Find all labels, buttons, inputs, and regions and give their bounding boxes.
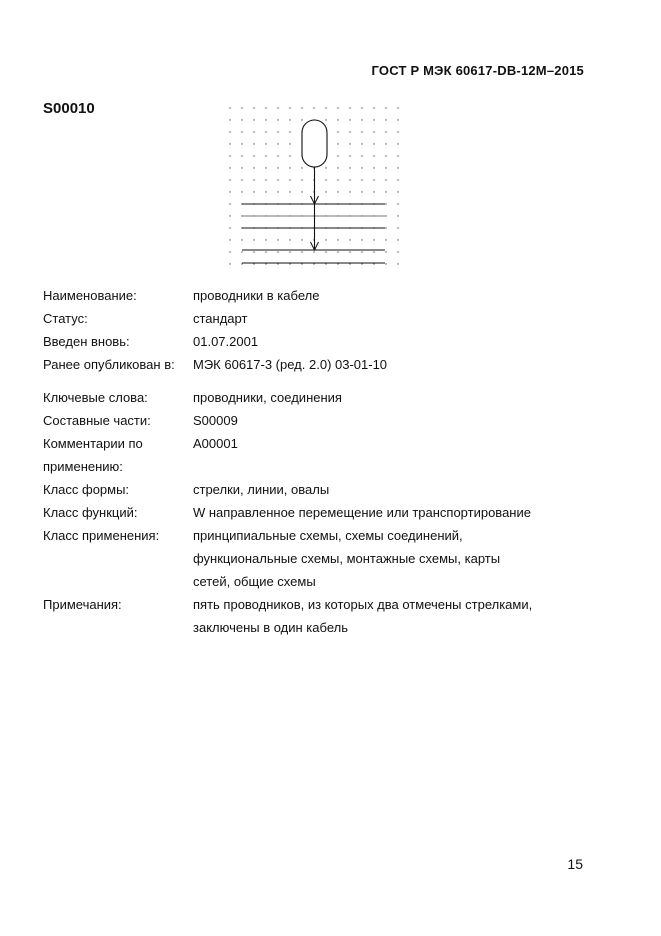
grid-dot bbox=[265, 131, 266, 132]
grid-dot bbox=[301, 119, 302, 120]
symbol-id: S00010 bbox=[43, 100, 95, 117]
grid-dot bbox=[241, 119, 242, 120]
symbol-diagram bbox=[222, 102, 402, 277]
grid-dot bbox=[385, 263, 386, 264]
grid-dot bbox=[289, 143, 290, 144]
parts-value: S00009 bbox=[193, 413, 238, 428]
grid-dot bbox=[277, 191, 278, 192]
grid-dot bbox=[361, 119, 362, 120]
keywords-label: Ключевые слова: bbox=[43, 390, 148, 405]
grid-dot bbox=[289, 107, 290, 108]
grid-dot bbox=[265, 119, 266, 120]
grid-dot bbox=[361, 167, 362, 168]
grid-dot bbox=[241, 107, 242, 108]
grid-dot bbox=[229, 179, 230, 180]
grid-dot bbox=[349, 143, 350, 144]
grid-dot bbox=[253, 239, 254, 240]
grid-dot bbox=[337, 155, 338, 156]
grid-dot bbox=[373, 179, 374, 180]
grid-dot bbox=[241, 251, 242, 252]
grid-dot bbox=[265, 251, 266, 252]
grid-dot bbox=[325, 191, 326, 192]
grid-dot bbox=[373, 131, 374, 132]
grid-dot bbox=[229, 107, 230, 108]
document-header: ГОСТ Р МЭК 60617-DB-12M–2015 bbox=[371, 63, 584, 78]
grid-dot bbox=[385, 191, 386, 192]
grid-dot bbox=[253, 131, 254, 132]
grid-dot bbox=[265, 107, 266, 108]
grid-dot bbox=[277, 131, 278, 132]
application-class-line-2: функциональные схемы, монтажные схемы, карты bbox=[193, 551, 501, 566]
grid-dot bbox=[337, 179, 338, 180]
application-class-value bbox=[193, 524, 603, 593]
grid-dot bbox=[289, 179, 290, 180]
row-name bbox=[43, 284, 603, 307]
grid-dot bbox=[373, 107, 374, 108]
grid-dot bbox=[349, 107, 350, 108]
grid-dot bbox=[337, 107, 338, 108]
comments-label bbox=[43, 432, 193, 478]
grid-dot bbox=[361, 131, 362, 132]
attribute-table bbox=[43, 284, 603, 639]
grid-dot bbox=[277, 179, 278, 180]
grid-dot bbox=[373, 167, 374, 168]
grid-dot bbox=[385, 131, 386, 132]
grid-dot bbox=[277, 167, 278, 168]
keywords-value: проводники, соединения bbox=[193, 390, 342, 405]
grid-dot bbox=[253, 179, 254, 180]
grid-dot bbox=[253, 191, 254, 192]
grid-dot bbox=[241, 167, 242, 168]
grid-dot bbox=[397, 167, 398, 168]
comments-label-line-2: применению: bbox=[43, 459, 123, 474]
row-function-class bbox=[43, 501, 603, 524]
grid-dot bbox=[385, 167, 386, 168]
name-label: Наименование: bbox=[43, 288, 137, 303]
grid-dot bbox=[373, 119, 374, 120]
grid-dot bbox=[349, 167, 350, 168]
section-gap bbox=[43, 376, 603, 386]
grid-dot bbox=[361, 251, 362, 252]
grid-dot bbox=[265, 191, 266, 192]
grid-dot bbox=[385, 119, 386, 120]
notes-line-1: пять проводников, из которых два отмечены стрелками, bbox=[193, 597, 533, 612]
grid-dot bbox=[325, 167, 326, 168]
grid-dot bbox=[241, 191, 242, 192]
grid-dot bbox=[277, 107, 278, 108]
grid-dot bbox=[385, 215, 386, 216]
grid-dot bbox=[301, 239, 302, 240]
grid-dot bbox=[241, 179, 242, 180]
grid-dot bbox=[301, 179, 302, 180]
row-shape-class bbox=[43, 478, 603, 501]
grid-dot bbox=[373, 155, 374, 156]
grid-dot bbox=[253, 155, 254, 156]
grid-dot bbox=[277, 155, 278, 156]
grid-dot bbox=[289, 251, 290, 252]
grid-dot bbox=[361, 155, 362, 156]
grid-dot bbox=[397, 143, 398, 144]
grid-dot bbox=[325, 107, 326, 108]
grid-dot bbox=[385, 239, 386, 240]
row-notes bbox=[43, 593, 603, 639]
grid-dot bbox=[241, 143, 242, 144]
grid-dot bbox=[373, 191, 374, 192]
oval-shape bbox=[302, 120, 327, 167]
grid-dot bbox=[265, 239, 266, 240]
grid-dot bbox=[361, 143, 362, 144]
grid-dot bbox=[397, 263, 398, 264]
grid-dot bbox=[229, 131, 230, 132]
grid-dot bbox=[337, 119, 338, 120]
comments-label-line-1: Комментарии по bbox=[43, 436, 143, 451]
introduced-value: 01.07.2001 bbox=[193, 334, 259, 349]
shape-class-label: Класс формы: bbox=[43, 482, 130, 497]
grid-dot bbox=[277, 119, 278, 120]
published-value: МЭК 60617-3 (ред. 2.0) 03-01-10 bbox=[193, 357, 388, 372]
grid-dot bbox=[253, 251, 254, 252]
grid-dot bbox=[241, 131, 242, 132]
grid-dot bbox=[229, 227, 230, 228]
grid-dot bbox=[313, 251, 314, 252]
grid-dot bbox=[313, 107, 314, 108]
grid-dot bbox=[253, 167, 254, 168]
grid-dot bbox=[349, 119, 350, 120]
grid-dot bbox=[397, 179, 398, 180]
status-value: стандарт bbox=[193, 311, 248, 326]
notes-label: Примечания: bbox=[43, 597, 122, 612]
grid-dot bbox=[229, 263, 230, 264]
grid-dot bbox=[277, 239, 278, 240]
grid-dot bbox=[289, 167, 290, 168]
grid-dot bbox=[361, 179, 362, 180]
application-class-line-1: принципиальные схемы, схемы соединений, bbox=[193, 528, 463, 543]
grid-dot bbox=[229, 251, 230, 252]
grid-dot bbox=[397, 227, 398, 228]
row-published bbox=[43, 353, 603, 376]
grid-dot bbox=[289, 155, 290, 156]
grid-dot bbox=[397, 155, 398, 156]
grid-dot bbox=[229, 203, 230, 204]
grid-dot bbox=[229, 155, 230, 156]
grid-dot bbox=[385, 107, 386, 108]
name-value: проводники в кабеле bbox=[193, 288, 320, 303]
grid-dot bbox=[385, 155, 386, 156]
grid-dot bbox=[361, 107, 362, 108]
grid-dot bbox=[229, 215, 230, 216]
grid-dot bbox=[397, 131, 398, 132]
grid-dot bbox=[373, 251, 374, 252]
row-keywords bbox=[43, 386, 603, 409]
application-class-line-3: сетей, общие схемы bbox=[193, 574, 316, 589]
grid-dot bbox=[397, 119, 398, 120]
grid-dot bbox=[385, 227, 386, 228]
grid-dot bbox=[397, 203, 398, 204]
grid-dot bbox=[229, 167, 230, 168]
row-application-class bbox=[43, 524, 603, 593]
notes-value bbox=[193, 593, 603, 639]
grid-dot bbox=[253, 107, 254, 108]
grid-dot bbox=[265, 155, 266, 156]
grid-dot bbox=[325, 239, 326, 240]
grid-dot bbox=[337, 251, 338, 252]
page-number: 15 bbox=[567, 856, 583, 872]
grid-dot bbox=[289, 119, 290, 120]
grid-dot bbox=[253, 143, 254, 144]
grid-dot bbox=[301, 107, 302, 108]
grid-dot bbox=[397, 239, 398, 240]
grid-dot bbox=[289, 239, 290, 240]
grid-dot bbox=[349, 131, 350, 132]
grid-dot bbox=[337, 167, 338, 168]
grid-dot bbox=[349, 251, 350, 252]
grid-dot bbox=[229, 143, 230, 144]
status-label: Статус: bbox=[43, 311, 88, 326]
grid-dot bbox=[361, 239, 362, 240]
grid-dot bbox=[325, 251, 326, 252]
grid-dot bbox=[289, 131, 290, 132]
grid-dot bbox=[397, 251, 398, 252]
comments-value: A00001 bbox=[193, 436, 238, 451]
grid-dot bbox=[277, 251, 278, 252]
grid-dot bbox=[265, 179, 266, 180]
grid-dot bbox=[337, 131, 338, 132]
application-class-label: Класс применения: bbox=[43, 528, 160, 543]
grid-dot bbox=[397, 191, 398, 192]
function-class-label: Класс функций: bbox=[43, 505, 138, 520]
row-introduced bbox=[43, 330, 603, 353]
shape-class-value: стрелки, линии, овалы bbox=[193, 482, 330, 497]
grid-dot bbox=[385, 179, 386, 180]
function-class-value: W направленное перемещение или транспортирование bbox=[193, 505, 531, 520]
published-label: Ранее опубликован в: bbox=[43, 357, 175, 372]
row-status bbox=[43, 307, 603, 330]
grid-dot bbox=[349, 191, 350, 192]
grid-dot bbox=[229, 119, 230, 120]
parts-label: Составные части: bbox=[43, 413, 151, 428]
grid-dot bbox=[349, 239, 350, 240]
row-comments bbox=[43, 432, 603, 478]
grid-dot bbox=[265, 143, 266, 144]
grid-dot bbox=[301, 191, 302, 192]
grid-dot bbox=[277, 143, 278, 144]
row-parts bbox=[43, 409, 603, 432]
grid-dot bbox=[253, 119, 254, 120]
grid-dot bbox=[349, 155, 350, 156]
grid-dot bbox=[349, 179, 350, 180]
grid-dot bbox=[337, 239, 338, 240]
notes-line-2: заключены в один кабель bbox=[193, 620, 348, 635]
grid-dot bbox=[301, 167, 302, 168]
grid-dot bbox=[229, 191, 230, 192]
grid-dot bbox=[337, 143, 338, 144]
grid-dot bbox=[325, 119, 326, 120]
grid-dot bbox=[385, 203, 386, 204]
grid-dot bbox=[397, 107, 398, 108]
introduced-label: Введен вновь: bbox=[43, 334, 130, 349]
grid-dot bbox=[361, 191, 362, 192]
grid-dot bbox=[337, 191, 338, 192]
grid-dot bbox=[241, 155, 242, 156]
grid-dot bbox=[385, 251, 386, 252]
grid-dot bbox=[373, 143, 374, 144]
grid-dot bbox=[265, 167, 266, 168]
grid-dot bbox=[289, 191, 290, 192]
grid-dot bbox=[301, 251, 302, 252]
grid-dot bbox=[241, 239, 242, 240]
grid-dot bbox=[397, 215, 398, 216]
grid-dot bbox=[385, 143, 386, 144]
grid-dot bbox=[373, 239, 374, 240]
grid-dot bbox=[229, 239, 230, 240]
grid-dot bbox=[325, 179, 326, 180]
